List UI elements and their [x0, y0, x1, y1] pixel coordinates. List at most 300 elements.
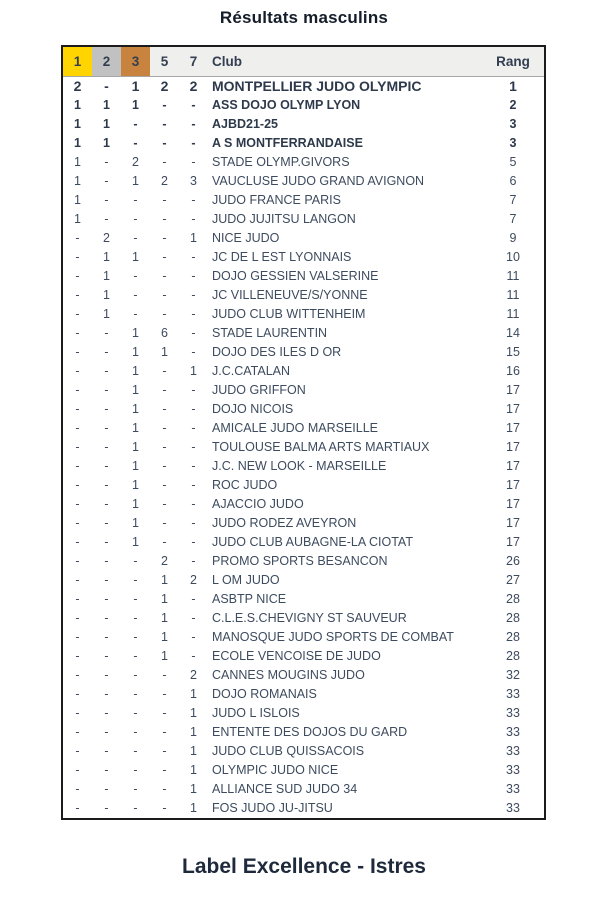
medal-count-cell: 1 — [161, 649, 168, 663]
header-cell-club: Club — [212, 54, 242, 69]
results-table — [61, 45, 546, 820]
club-name: J.C.CATALAN — [212, 364, 291, 378]
rank-value: 33 — [506, 687, 520, 701]
medal-count-cell: - — [75, 402, 80, 416]
rank-value: 33 — [506, 782, 520, 796]
rank-value: 11 — [506, 307, 520, 321]
medal-count-cell: - — [162, 193, 167, 207]
rank-value: 2 — [509, 98, 517, 112]
table-row — [63, 248, 544, 267]
medal-count-cell: 1 — [132, 364, 139, 378]
medal-count-cell: - — [162, 668, 167, 682]
medal-count-cell: - — [162, 155, 167, 169]
medal-count-cell: 1 — [103, 117, 110, 131]
rank-value: 32 — [506, 668, 520, 682]
medal-count-cell: - — [75, 459, 80, 473]
table-row — [63, 153, 544, 172]
rank-value: 6 — [509, 174, 517, 188]
medal-count-cell: - — [133, 573, 138, 587]
club-name: AJACCIO JUDO — [212, 497, 304, 511]
table-row — [63, 229, 544, 248]
medal-count-cell: - — [162, 478, 167, 492]
rank-value: 7 — [509, 212, 517, 226]
table-row — [63, 571, 544, 590]
club-name: AJBD21-25 — [212, 117, 279, 131]
medal-count-cell: - — [133, 725, 138, 739]
medal-count-cell: - — [191, 554, 196, 568]
medal-count-cell: - — [162, 364, 167, 378]
medal-count-cell: - — [104, 345, 109, 359]
medal-count-cell: 1 — [132, 516, 139, 530]
table-row — [63, 780, 544, 799]
medal-count-cell: 1 — [74, 98, 81, 112]
medal-count-cell: - — [104, 78, 109, 94]
medal-count-cell: - — [133, 782, 138, 796]
table-row — [63, 305, 544, 324]
medal-count-cell: - — [133, 744, 138, 758]
table-row — [63, 628, 544, 647]
medal-count-cell: - — [162, 231, 167, 245]
medal-count-cell: 2 — [73, 78, 82, 94]
medal-count-cell: - — [162, 402, 167, 416]
medal-count-cell: 1 — [74, 155, 81, 169]
medal-count-cell: - — [104, 364, 109, 378]
medal-count-cell: - — [75, 421, 80, 435]
medal-count-cell: 1 — [132, 383, 139, 397]
page-title: Résultats masculins — [219, 8, 389, 27]
medal-count-cell: 1 — [103, 250, 110, 264]
rank-value: 17 — [506, 402, 520, 416]
header-cell-gold: 1 — [63, 47, 92, 76]
medal-count-cell: 1 — [161, 592, 168, 606]
club-name: ECOLE VENCOISE DE JUDO — [212, 649, 381, 663]
medal-count-cell: - — [104, 782, 109, 796]
medal-count-cell: - — [162, 782, 167, 796]
medal-count-cell: - — [75, 269, 80, 283]
medal-count-cell: - — [75, 649, 80, 663]
rank-value: 5 — [509, 155, 517, 169]
medal-count-cell: 1 — [74, 117, 81, 131]
rank-value: 17 — [506, 440, 520, 454]
medal-count-cell: - — [75, 611, 80, 625]
medal-count-cell: - — [104, 155, 109, 169]
table-row — [63, 362, 544, 381]
rank-value: 11 — [506, 288, 520, 302]
table-row — [63, 495, 544, 514]
rank-value: 28 — [506, 630, 520, 644]
medal-count-cell: - — [162, 212, 167, 226]
medal-count-cell: - — [104, 478, 109, 492]
medal-count-cell: 1 — [74, 174, 81, 188]
rank-value: 3 — [509, 117, 517, 131]
table-row — [63, 514, 544, 533]
club-name: JUDO JUJITSU LANGON — [212, 212, 356, 226]
medal-count-cell: - — [162, 307, 167, 321]
medal-count-cell: - — [191, 383, 196, 397]
medal-count-cell: - — [104, 763, 109, 777]
medal-count-cell: - — [104, 497, 109, 511]
header-cell-rank: Rang — [496, 54, 530, 69]
rank-value: 17 — [506, 421, 520, 435]
rank-value: 33 — [506, 706, 520, 720]
medal-count-cell: - — [162, 459, 167, 473]
header-cell-silver: 2 — [92, 47, 121, 76]
medal-count-cell: - — [104, 535, 109, 549]
club-name: DOJO DES ILES D OR — [212, 345, 342, 359]
medal-count-cell: 1 — [190, 706, 197, 720]
medal-count-cell: 1 — [103, 136, 110, 150]
medal-count-cell: - — [191, 402, 196, 416]
table-row — [63, 533, 544, 552]
medal-count-cell: - — [104, 687, 109, 701]
medal-count-cell: - — [191, 611, 196, 625]
medal-count-cell: - — [133, 668, 138, 682]
table-header-row — [63, 47, 544, 77]
club-name: L OM JUDO — [212, 573, 280, 587]
club-name: JC DE L EST LYONNAIS — [212, 250, 352, 264]
medal-count-cell: - — [133, 649, 138, 663]
club-name: ROC JUDO — [212, 478, 278, 492]
medal-count-cell: - — [104, 326, 109, 340]
medal-count-cell: 1 — [103, 269, 110, 283]
table-row — [63, 419, 544, 438]
medal-count-cell: - — [104, 592, 109, 606]
medal-count-cell: - — [75, 478, 80, 492]
medal-count-cell: - — [162, 421, 167, 435]
medal-count-cell: 1 — [132, 478, 139, 492]
rank-value: 17 — [506, 459, 520, 473]
table-row — [63, 343, 544, 362]
club-name: OLYMPIC JUDO NICE — [212, 763, 339, 777]
table-row — [63, 286, 544, 305]
medal-count-cell: - — [191, 250, 196, 264]
club-name: ASS DOJO OLYMP LYON — [212, 98, 361, 112]
medal-count-cell: 3 — [190, 174, 197, 188]
medal-count-cell: - — [104, 668, 109, 682]
medal-count-cell: - — [133, 706, 138, 720]
medal-count-cell: - — [104, 402, 109, 416]
table-row — [63, 324, 544, 343]
club-name: JUDO RODEZ AVEYRON — [212, 516, 357, 530]
rank-value: 33 — [506, 763, 520, 777]
medal-count-cell: - — [104, 611, 109, 625]
medal-count-cell: - — [104, 174, 109, 188]
table-row — [63, 761, 544, 780]
table-row — [63, 476, 544, 495]
header-cell-place7: 7 — [189, 54, 198, 69]
medal-count-cell: - — [191, 630, 196, 644]
medal-count-cell: - — [75, 383, 80, 397]
club-name: ALLIANCE SUD JUDO 34 — [212, 782, 358, 796]
rank-value: 9 — [509, 231, 517, 245]
club-name: JUDO CLUB QUISSACOIS — [212, 744, 365, 758]
rank-value: 33 — [506, 744, 520, 758]
rank-value: 28 — [506, 649, 520, 663]
medal-count-cell: 1 — [132, 459, 139, 473]
rank-value: 28 — [506, 592, 520, 606]
medal-count-cell: - — [162, 98, 167, 112]
medal-count-cell: - — [162, 763, 167, 777]
medal-count-cell: - — [191, 98, 196, 112]
medal-count-cell: 1 — [161, 345, 168, 359]
medal-count-cell: - — [191, 421, 196, 435]
medal-count-cell: - — [104, 554, 109, 568]
medal-count-cell: - — [133, 117, 138, 131]
medal-count-cell: - — [104, 193, 109, 207]
medal-count-cell: 1 — [132, 326, 139, 340]
medal-count-cell: - — [75, 231, 80, 245]
medal-count-cell: - — [191, 649, 196, 663]
medal-count-cell: - — [162, 744, 167, 758]
medal-count-cell: - — [191, 478, 196, 492]
header-cell-place5: 5 — [160, 54, 169, 69]
medal-count-cell: - — [133, 136, 138, 150]
club-name: JC VILLENEUVE/S/YONNE — [212, 288, 368, 302]
medal-count-cell: - — [191, 288, 196, 302]
club-name: MONTPELLIER JUDO OLYMPIC — [212, 78, 422, 94]
medal-count-cell: - — [75, 744, 80, 758]
medal-count-cell: - — [162, 687, 167, 701]
medal-count-cell: - — [104, 725, 109, 739]
club-name: STADE LAURENTIN — [212, 326, 328, 340]
club-name: ENTENTE DES DOJOS DU GARD — [212, 725, 408, 739]
medal-count-cell: - — [191, 136, 196, 150]
medal-count-cell: - — [133, 193, 138, 207]
medal-count-cell: - — [133, 801, 138, 815]
rank-value: 17 — [506, 516, 520, 530]
medal-count-cell: - — [104, 383, 109, 397]
medal-count-cell: - — [133, 307, 138, 321]
medal-count-cell: - — [191, 592, 196, 606]
club-name: PROMO SPORTS BESANCON — [212, 554, 388, 568]
medal-count-cell: - — [75, 307, 80, 321]
medal-count-cell: - — [104, 516, 109, 530]
club-name: ASBTP NICE — [212, 592, 287, 606]
medal-count-cell: - — [133, 611, 138, 625]
medal-count-cell: - — [75, 801, 80, 815]
medal-count-cell: 2 — [161, 174, 168, 188]
table-row — [63, 457, 544, 476]
club-name: DOJO NICOIS — [212, 402, 294, 416]
table-row — [63, 381, 544, 400]
medal-count-cell: 1 — [131, 78, 140, 94]
medal-count-cell: - — [75, 592, 80, 606]
club-name: JUDO GRIFFON — [212, 383, 306, 397]
medal-count-cell: - — [104, 630, 109, 644]
medal-count-cell: - — [133, 763, 138, 777]
header-cell-bronze: 3 — [121, 47, 150, 76]
medal-count-cell: - — [75, 516, 80, 530]
table-row — [63, 400, 544, 419]
medal-count-cell: 1 — [132, 345, 139, 359]
table-row — [63, 685, 544, 704]
medal-count-cell: 1 — [132, 98, 139, 112]
footer-title: Label Excellence - Istres — [182, 855, 426, 878]
table-body — [63, 77, 544, 818]
medal-count-cell: - — [133, 592, 138, 606]
medal-count-cell: - — [75, 288, 80, 302]
medal-count-cell: 1 — [190, 364, 197, 378]
table-row — [63, 552, 544, 571]
table-row — [63, 172, 544, 191]
medal-count-cell: - — [75, 668, 80, 682]
medal-count-cell: 1 — [103, 98, 110, 112]
medal-count-cell: - — [133, 231, 138, 245]
medal-count-cell: - — [75, 706, 80, 720]
medal-count-cell: 1 — [132, 250, 139, 264]
club-name: MANOSQUE JUDO SPORTS DE COMBAT — [212, 630, 454, 644]
medal-count-cell: - — [191, 117, 196, 131]
medal-count-cell: 1 — [190, 782, 197, 796]
club-name: STADE OLYMP.GIVORS — [212, 155, 350, 169]
club-name: JUDO CLUB AUBAGNE-LA CIOTAT — [212, 535, 413, 549]
medal-count-cell: - — [191, 212, 196, 226]
table-row — [63, 742, 544, 761]
table-row — [63, 191, 544, 210]
medal-count-cell: - — [162, 497, 167, 511]
medal-count-cell: - — [75, 630, 80, 644]
medal-count-cell: 1 — [161, 630, 168, 644]
rank-value: 16 — [506, 364, 520, 378]
table-row — [63, 647, 544, 666]
medal-count-cell: 1 — [190, 231, 197, 245]
medal-count-cell: - — [191, 269, 196, 283]
rank-value: 14 — [506, 326, 520, 340]
rank-value: 17 — [506, 535, 520, 549]
medal-count-cell: - — [191, 440, 196, 454]
medal-count-cell: - — [191, 516, 196, 530]
rank-value: 11 — [506, 269, 520, 283]
rank-value: 3 — [509, 136, 517, 150]
medal-count-cell: - — [162, 269, 167, 283]
medal-count-cell: - — [75, 573, 80, 587]
rank-value: 17 — [506, 497, 520, 511]
medal-count-cell: - — [191, 535, 196, 549]
club-name: C.L.E.S.CHEVIGNY ST SAUVEUR — [212, 611, 407, 625]
medal-count-cell: - — [75, 687, 80, 701]
medal-count-cell: - — [75, 763, 80, 777]
medal-count-cell: - — [162, 288, 167, 302]
medal-count-cell: - — [133, 687, 138, 701]
medal-count-cell: - — [162, 516, 167, 530]
medal-count-cell: - — [75, 326, 80, 340]
medal-count-cell: - — [133, 212, 138, 226]
medal-count-cell: - — [75, 345, 80, 359]
rank-value: 17 — [506, 478, 520, 492]
medal-count-cell: - — [162, 250, 167, 264]
medal-count-cell: - — [75, 782, 80, 796]
club-name: JUDO CLUB WITTENHEIM — [212, 307, 366, 321]
club-name: J.C. NEW LOOK - MARSEILLE — [212, 459, 387, 473]
medal-count-cell: - — [104, 212, 109, 226]
medal-count-cell: 1 — [190, 744, 197, 758]
medal-count-cell: - — [133, 288, 138, 302]
medal-count-cell: - — [162, 535, 167, 549]
medal-count-cell: - — [191, 193, 196, 207]
table-row — [63, 666, 544, 685]
medal-count-cell: - — [104, 459, 109, 473]
medal-count-cell: 2 — [189, 78, 198, 94]
rank-value: 33 — [506, 725, 520, 739]
medal-count-cell: 2 — [132, 155, 139, 169]
medal-count-cell: - — [75, 535, 80, 549]
medal-count-cell: 6 — [161, 326, 168, 340]
medal-count-cell: - — [75, 554, 80, 568]
medal-count-cell: - — [191, 155, 196, 169]
club-name: JUDO L ISLOIS — [212, 706, 300, 720]
medal-count-cell: - — [104, 421, 109, 435]
medal-count-cell: 1 — [190, 725, 197, 739]
medal-count-cell: 1 — [190, 801, 197, 815]
medal-count-cell: 1 — [132, 421, 139, 435]
rank-value: 1 — [509, 78, 517, 94]
medal-count-cell: - — [75, 250, 80, 264]
rank-value: 26 — [506, 554, 520, 568]
medal-count-cell: 1 — [74, 193, 81, 207]
medal-count-cell: 1 — [132, 174, 139, 188]
medal-count-cell: 2 — [190, 668, 197, 682]
medal-count-cell: - — [162, 383, 167, 397]
medal-count-cell: 2 — [160, 78, 169, 94]
medal-count-cell: 1 — [161, 611, 168, 625]
medal-count-cell: - — [104, 744, 109, 758]
table-row — [63, 609, 544, 628]
rank-value: 15 — [506, 345, 520, 359]
club-name: A S MONTFERRANDAISE — [212, 136, 363, 150]
medal-count-cell: - — [191, 345, 196, 359]
medal-count-cell: 1 — [74, 212, 81, 226]
club-name: DOJO GESSIEN VALSERINE — [212, 269, 379, 283]
medal-count-cell: 2 — [103, 231, 110, 245]
medal-count-cell: - — [133, 554, 138, 568]
rank-value: 33 — [506, 801, 520, 815]
table-row — [63, 704, 544, 723]
medal-count-cell: - — [75, 497, 80, 511]
medal-count-cell: - — [162, 725, 167, 739]
club-name: JUDO FRANCE PARIS — [212, 193, 341, 207]
medal-count-cell: - — [162, 136, 167, 150]
medal-count-cell: - — [133, 269, 138, 283]
table-row — [63, 77, 544, 96]
medal-count-cell: - — [162, 117, 167, 131]
medal-count-cell: 1 — [132, 440, 139, 454]
club-name: AMICALE JUDO MARSEILLE — [212, 421, 379, 435]
medal-count-cell: 1 — [132, 497, 139, 511]
table-row — [63, 267, 544, 286]
table-row — [63, 134, 544, 153]
medal-count-cell: - — [191, 497, 196, 511]
medal-count-cell: - — [191, 326, 196, 340]
medal-count-cell: - — [162, 801, 167, 815]
medal-count-cell: - — [104, 706, 109, 720]
medal-count-cell: - — [104, 649, 109, 663]
table-row — [63, 96, 544, 115]
medal-count-cell: - — [104, 440, 109, 454]
medal-count-cell: - — [75, 364, 80, 378]
medal-count-cell: 2 — [190, 573, 197, 587]
medal-count-cell: 2 — [161, 554, 168, 568]
medal-count-cell: - — [104, 801, 109, 815]
medal-count-cell: - — [191, 459, 196, 473]
table-row — [63, 210, 544, 229]
medal-count-cell: 1 — [132, 535, 139, 549]
medal-count-cell: - — [162, 440, 167, 454]
table-row — [63, 799, 544, 818]
table-row — [63, 438, 544, 457]
medal-count-cell: 1 — [161, 573, 168, 587]
club-name: DOJO ROMANAIS — [212, 687, 317, 701]
rank-value: 27 — [506, 573, 520, 587]
